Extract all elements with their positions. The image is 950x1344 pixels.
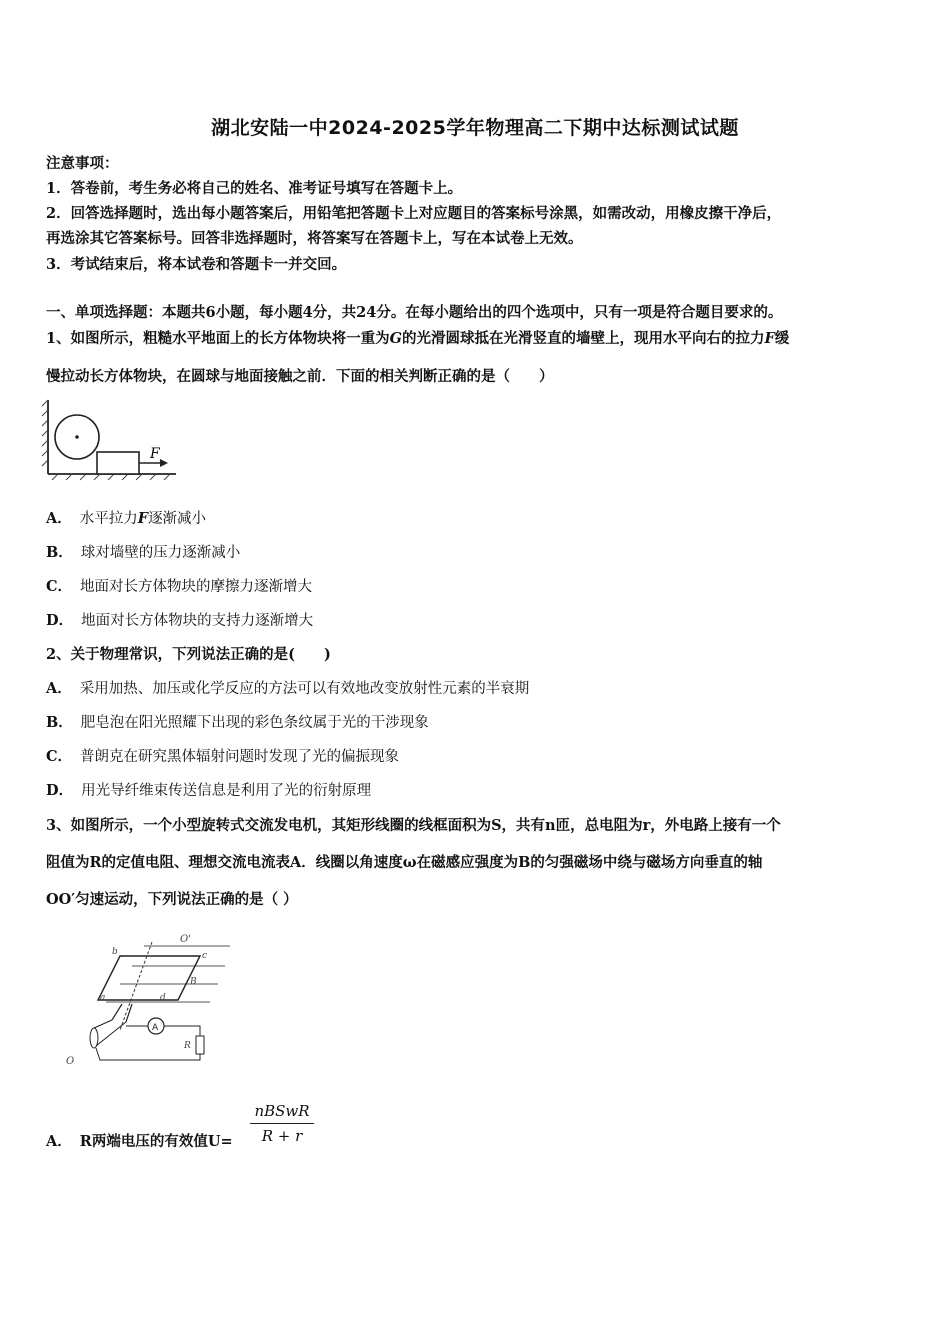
q3-stem-line3: OO′匀速运动，下列说法正确的是（ ） (46, 891, 298, 908)
svg-text:R: R (184, 1041, 191, 1051)
q2-option-a[interactable]: A． 采用加热、加压或化学反应的方法可以有效地改变放射性元素的半衰期 (46, 680, 530, 697)
coil (98, 956, 200, 1000)
svg-text:O: O (66, 1056, 75, 1067)
notice-item-2-cont: 再选涂其它答案标号。回答非选择题时，将答案写在答题卡上，写在本试卷上无效。 (46, 230, 583, 247)
block (97, 452, 139, 474)
svg-text:B: B (190, 977, 197, 987)
q1-stem-line1: 1、如图所示，粗糙水平地面上的长方体物块将一重为G的光滑圆球抵在光滑竖直的墙壁上，现用水平向右的拉力F缓 (46, 330, 790, 347)
q3-stem-line1: 3、如图所示，一个小型旋转式交流发电机，其矩形线圈的线框面积为S，共有n匝，总电阻为r，外电路上接有一个 (46, 817, 781, 834)
q1-option-d[interactable]: D． 地面对长方体物块的支持力逐渐增大 (46, 612, 314, 629)
svg-text:a: a (100, 993, 106, 1003)
notice-item-1: 1．答卷前，考生务必将自己的姓名、准考证号填写在答题卡上。 (46, 180, 463, 197)
q3-option-a[interactable]: A． R两端电压的有效值U= (46, 1133, 233, 1150)
q1-stem-line2: 慢拉动长方体物块，在圆球与地面接触之前．下面的相关判断正确的是（ ） (46, 368, 554, 385)
axis-line (120, 942, 152, 1030)
q2-stem: 2、关于物理常识，下列说法正确的是( ) (46, 646, 331, 663)
fraction-numerator: nBSwR (250, 1102, 314, 1124)
resistor (196, 1036, 204, 1054)
q1-option-b[interactable]: B． 球对墙壁的压力逐渐减小 (46, 544, 241, 561)
notice-item-3: 3．考试结束后，将本试卷和答题卡一并交回。 (46, 256, 347, 273)
svg-text:d: d (160, 993, 166, 1003)
q1-option-a[interactable]: A． 水平拉力F逐渐减小 (46, 510, 207, 527)
section-heading: 一、单项选择题：本题共6小题，每小题4分，共24分。在每小题给出的四个选项中，只有一项是符合题目要求的。 (46, 304, 783, 321)
q1-option-c[interactable]: C． 地面对长方体物块的摩擦力逐渐增大 (46, 578, 313, 595)
q2-option-d[interactable]: D． 用光导纤维束传送信息是利用了光的衍射原理 (46, 782, 372, 799)
fraction-denominator: R + r (261, 1127, 303, 1145)
svg-text:c: c (202, 951, 208, 961)
q3-stem-line2: 阻值为R的定值电阻、理想交流电流表A．线圈以角速度ω在磁感应强度为B的匀强磁场中绕与磁场方向垂直的轴 (46, 854, 763, 871)
svg-text:b: b (112, 947, 118, 957)
notice-heading: 注意事项： (46, 155, 119, 172)
q3-figure (60, 918, 235, 1070)
svg-text:A: A (152, 1023, 159, 1033)
q2-option-b[interactable]: B． 肥皂泡在阳光照耀下出现的彩色条纹属于光的干涉现象 (46, 714, 429, 731)
q1-figure (40, 396, 180, 482)
page-title: 湖北安陆一中2024-2025学年物理高二下期中达标测试试题 (211, 117, 739, 139)
svg-text:O': O' (180, 934, 191, 945)
notice-item-2: 2．回答选择题时，选出每小题答案后，用铅笔把答题卡上对应题目的答案标号涂黑，如需改动，用橡皮擦干净后， (46, 205, 782, 222)
formula-fraction (250, 1102, 314, 1145)
force-label: F (150, 446, 160, 462)
q2-option-c[interactable]: C． 普朗克在研究黑体辐射问题时发现了光的偏振现象 (46, 748, 400, 765)
